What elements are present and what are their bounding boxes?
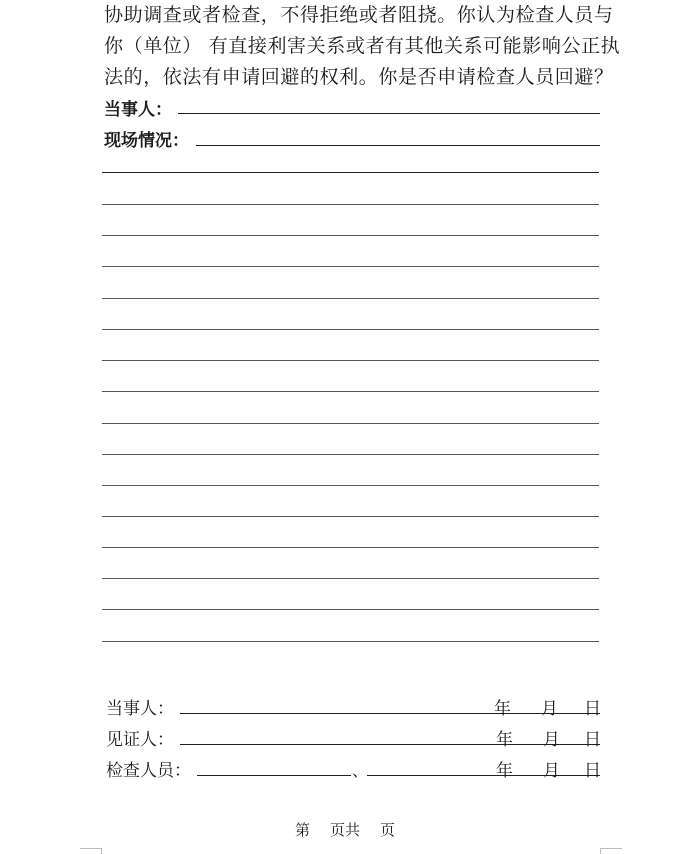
witness-date-day: 日 [584,730,601,750]
writing-line[interactable] [102,235,599,236]
writing-line[interactable] [102,329,599,330]
writing-line[interactable] [102,641,599,642]
inspector-date-year: 年 [496,761,513,781]
writing-line[interactable] [102,360,599,361]
inspector-1-signature-line[interactable] [197,775,351,776]
writing-line[interactable] [102,516,599,517]
footer-suffix: 页 [380,821,396,839]
scene-input-line[interactable] [196,145,600,146]
page-number-footer [0,819,690,840]
writing-line[interactable] [102,298,599,299]
writing-line[interactable] [102,454,599,455]
footer-middle: 页共 [329,821,360,839]
margin-mark-left-vertical [101,848,102,854]
inspector-separator: 、 [352,761,369,780]
footer-prefix: 第 [294,821,310,839]
witness-date-month: 月 [543,730,560,750]
party-signature-line[interactable] [180,713,600,714]
inspector-date-day: 日 [584,761,601,781]
party-date-day: 日 [584,699,601,719]
inspector-2-signature-line[interactable] [367,775,600,776]
witness-date-year: 年 [496,730,513,750]
party-signature-label: 当事人： [106,699,174,719]
party-field-label: 当事人： [104,100,172,120]
writing-line[interactable] [102,391,599,392]
writing-line[interactable] [102,204,599,205]
witness-signature-label: 见证人： [106,730,174,750]
writing-line[interactable] [102,578,599,579]
party-date-year: 年 [494,699,511,719]
witness-signature-line[interactable] [180,744,600,745]
party-input-line[interactable] [178,113,600,114]
margin-mark-right [600,848,622,849]
party-date-month: 月 [541,699,558,719]
paragraph-line-3: 法的，依法有申请回避的权利。你是否申请检查人员回避？ [104,66,614,88]
writing-line[interactable] [102,172,599,173]
inspector-date-month: 月 [543,761,560,781]
paragraph-line-1: 协助调查或者检查，不得拒绝或者阻挠。你认为检查人员与 [104,4,614,26]
paragraph-line-2: 你（单位） 有直接利害关系或者有其他关系可能影响公正执 [104,35,621,57]
writing-line[interactable] [102,266,599,267]
inspector-signature-label: 检查人员： [106,761,191,781]
margin-mark-left [80,848,102,849]
writing-line[interactable] [102,485,599,486]
writing-line[interactable] [102,423,599,424]
writing-line[interactable] [102,547,599,548]
scene-field-label: 现场情况： [104,131,189,151]
margin-mark-right-vertical [600,848,601,854]
writing-line[interactable] [102,609,599,610]
notice-paragraph [104,0,621,93]
